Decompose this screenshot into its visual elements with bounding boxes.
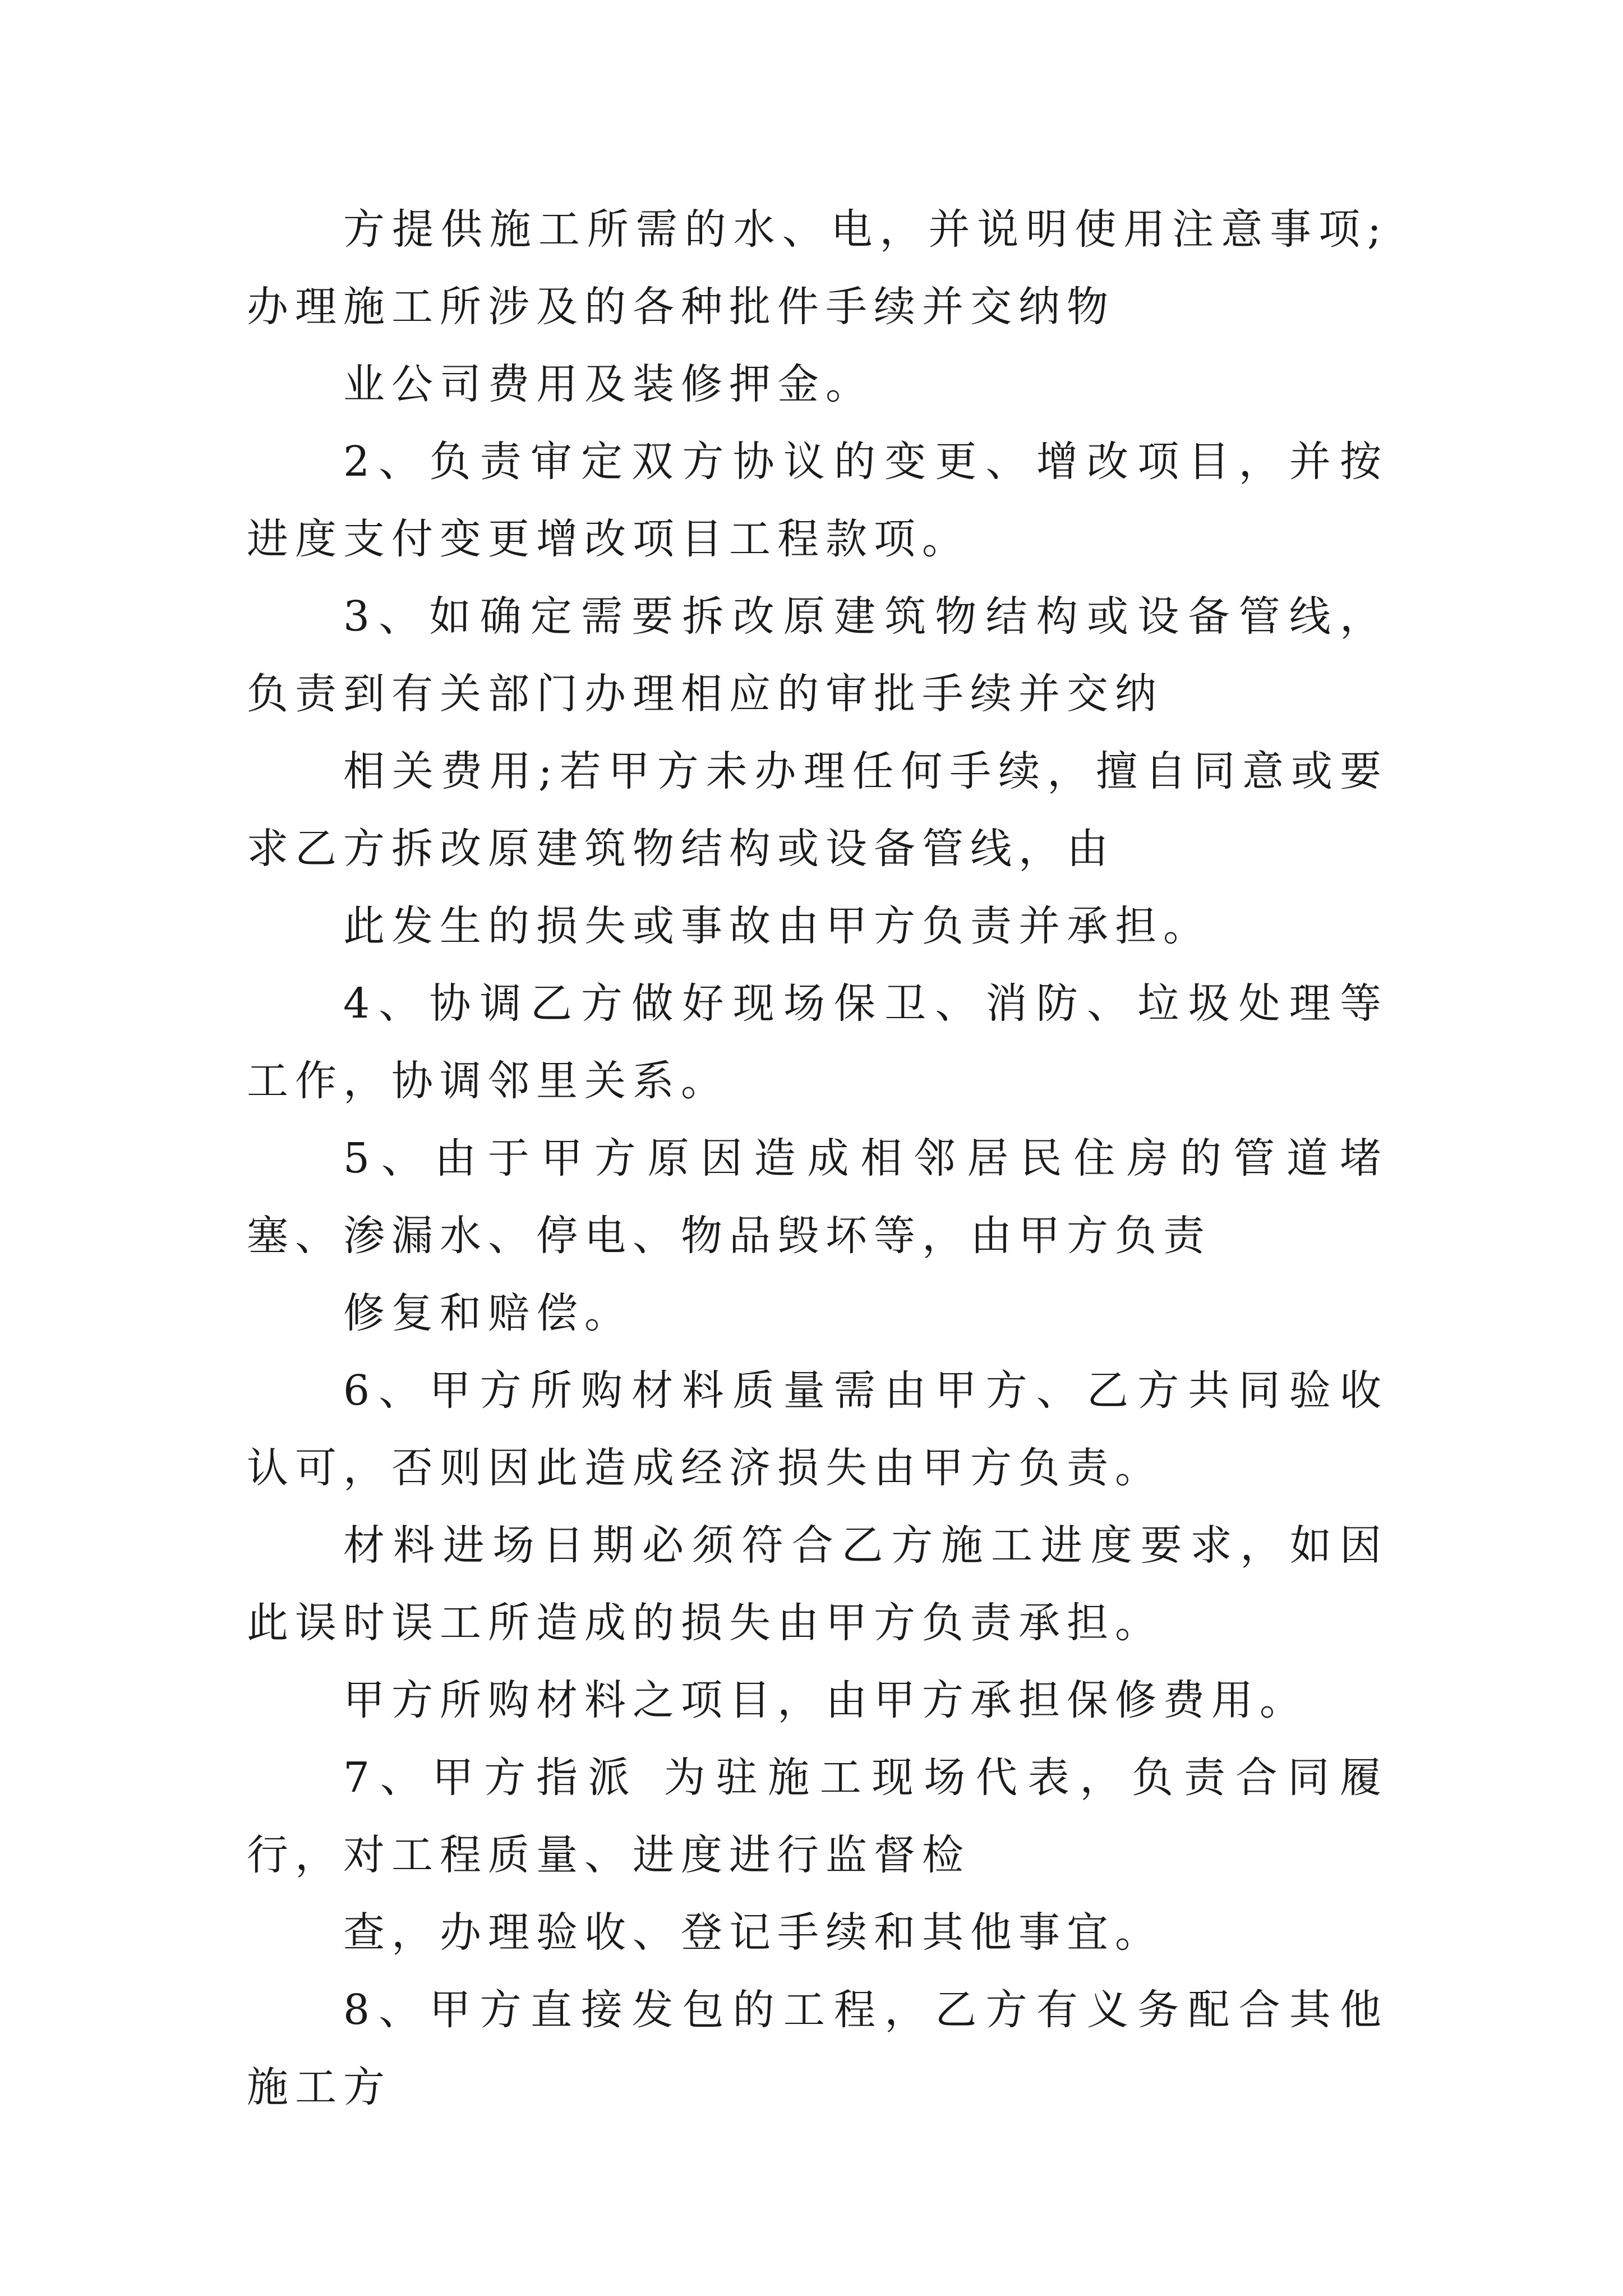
paragraph: 相关费用;若甲方未办理任何手续，擅自同意或要求乙方拆改原建筑物结构或设备管线，由: [247, 747, 1388, 873]
paragraph: 甲方所购材料之项目，由甲方承担保修费用。: [343, 1676, 1308, 1724]
paragraph: 2、负责审定双方协议的变更、增改项目，并按进度支付变更增改项目工程款项。: [247, 438, 1388, 563]
paragraph: 4、协调乙方做好现场保卫、消防、垃圾处理等工作，协调邻里关系。: [247, 979, 1388, 1105]
paragraph: 业公司费用及装修押金。: [343, 360, 874, 408]
paragraph: 7、甲方指派 为驻施工现场代表，负责合同履行，对工程质量、进度进行监督检: [247, 1754, 1388, 1879]
paragraph: 3、如确定需要拆改原建筑物结构或设备管线，负责到有关部门办理相应的审批手续并交纳: [247, 592, 1388, 718]
document-body: [247, 191, 1388, 2126]
paragraph: 修复和赔偿。: [343, 1289, 633, 1337]
paragraph: 6、甲方所购材料质量需由甲方、乙方共同验收认可，否则因此造成经济损失由甲方负责。: [247, 1366, 1388, 1492]
paragraph: 此发生的损失或事故由甲方负责并承担。: [343, 902, 1211, 950]
paragraph: 查，办理验收、登记手续和其他事宜。: [343, 1908, 1163, 1957]
paragraph: 8、甲方直接发包的工程，乙方有义务配合其他施工方: [247, 1986, 1388, 2111]
paragraph: 材料进场日期必须符合乙方施工进度要求，如因此误时误工所造成的损失由甲方负责承担。: [247, 1521, 1388, 1647]
paragraph: 方提供施工所需的水、电，并说明使用注意事项;办理施工所涉及的各种批件手续并交纳物: [247, 205, 1388, 331]
paragraph: 5、由于甲方原因造成相邻居民住房的管道堵塞、渗漏水、停电、物品毁坏等，由甲方负责: [247, 1134, 1388, 1260]
